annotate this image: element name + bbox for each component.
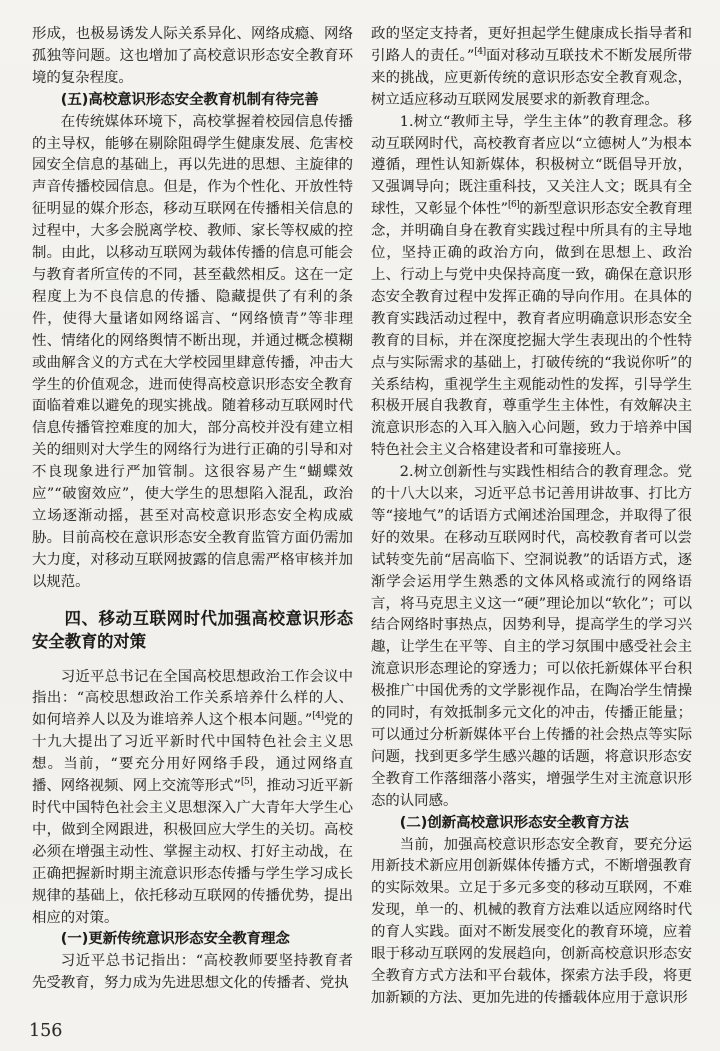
paragraph-text: 面对移动互联技术不断发展所带来的挑战，应更新传统的意识形态安全教育观念，树立适应移动互联网发展要求的新教育理念。 <box>371 47 692 108</box>
paragraph-text: 习近平总书记在全国高校思想政治工作会议中指出：“高校思想政治工作关系培养什么样的人、如何培养人以及为谁培养人这个根本问题。” <box>32 668 353 729</box>
section-heading-four: 四、移动互联网时代加强高校意识形态安全教育的对策 <box>32 608 353 652</box>
subsection-heading-five: (五)高校意识形态安全教育机制有待完善 <box>60 91 319 108</box>
paragraph-with-citation <box>371 112 692 463</box>
paragraph-with-citations <box>32 667 353 930</box>
paragraph: 在传统媒体环境下，高校掌握着校园信息传播的主导权，能够在剔除阻碍学生健康发展、危害校园安全信息的基础上，再以先进的思想、主旋律的声音传播校园信息。但是，作为个性化、开放性特征明显的媒介形态，移动互联网在传播相关信息的过程中，大多会脱离学校、教师、家长等权威的控制。由此，以移动互联网为载体传播的信息可能会与教育者所宣传的不同，甚至截然相反。这在一定程度上为不良信息的传播、隐藏提供了有利的条件，使得大量诸如网络谣言、“网络愤青”等非理性、情绪化的网络舆情不断出现，并通过概念模糊或曲解含义的方式在大学校园里肆意传播，冲击大学生的价值观念，进而使得高校意识形态安全教育面临着难以避免的现实挑战。随着移动互联网时代信息传播管控难度的加大，部分高校并没有建立相关的细则对大学生的网络行为进行正确的引导和对不良现象进行严加管制。这很容易产生“蝴蝶效应”“破窗效应”，使大学生的思想陷入混乱，政治立场逐渐动摇，甚至对高校意识形态安全构成威胁。目前高校在意识形态安全教育监管方面仍需加大力度，对移动互联网披露的信息需严格审核并加以规范。 <box>32 113 353 590</box>
paragraph-text: 党的十九大提出了习近平新时代中国特色社会主义思想。当前，“要充分用好网络手段，通过网络直播、网络视频、网上交流等形式” <box>32 712 353 795</box>
paragraph-continuation: 形成，也极易诱发人际关系异化、网络成瘾、网络孤独等问题。这也增加了高校意识形态安全教育环境的复杂程度。 <box>32 26 353 86</box>
paragraph: 当前，加强高校意识形态安全教育，要充分运用新技术新应用创新媒体传播方式，不断增强教育的实际效果。立足于多元多变的移动互联网，不难发现，单一的、机械的教育方法难以适应网络时代的育人实践。面对不断发展变化的教育环境，应着眼于移动互联网的发展趋向，创新高校意识形态安全教育方式方法和平台载体，探索方法手段，将更加新颖的方法、更加先进的传播载体应用于意识形 <box>371 836 692 1006</box>
paragraph-text: 的新型意识形态安全教育理念，并明确自身在教育实践过程中所具有的主导地位，坚持正确的政治方向，做到在思想上、政治上、行动上与党中央保持高度一致，确保在意识形态安全教育过程中发挥正确的导向作用。在具体的教育实践活动过程中，教育者应明确意识形态安全教育的目标，并在深度挖掘大学生表现出的个性特点与实际需求的基础上，打破传统的“我说你听”的关系结构，重视学生主观能动性的发挥，引导学生积极开展自我教育，尊重学生主体性，有效解决主流意识形态的入耳入脑入心问题，致力于培养中国特色社会主义合格建设者和可靠接班人。 <box>371 201 692 459</box>
paragraph-text: 政的坚定支持者，更好担起学生健康成长指导者和引路人的责任。” <box>371 26 692 64</box>
paragraph-continuation <box>371 24 692 112</box>
citation-ref-4: [4] <box>312 711 324 722</box>
left-column <box>32 24 353 1010</box>
subsection-heading-two: (二)创新高校意识形态安全教育方法 <box>399 814 629 831</box>
paragraph-text: ，推动习近平新时代中国特色社会主义思想深入广大青年大学生心中，做到全网跟进，积极回应大学生的关切。高校必须在增强主动性、掌握主动权、打好主动战，在正确把握新时期主流意识形态传播与学生学习成长规律的基础上，依托移动互联网的传播优势，提出相应的对策。 <box>32 778 353 926</box>
paragraph-text: 1.树立“教师主导，学生主体”的教育理念。移动互联网时代，高校教育者应以“立德树人”为根本遵循，理性认知新媒体，积极树立“既倡导开放，又强调导向；既注重科技，又关注人文；既具有全球性，又彰显个体性” <box>371 113 692 218</box>
subsection-heading-one: (一)更新传统意识形态安全教育理念 <box>60 931 290 948</box>
citation-ref-6: [6] <box>507 200 520 211</box>
citation-ref-5: [5] <box>240 777 253 788</box>
right-column <box>371 24 692 1010</box>
paragraph: 习近平总书记指出：“高校教师要坚持教育者先受教育，努力成为先进思想文化的传播者、党执 <box>32 953 353 992</box>
paragraph: 2.树立创新性与实践性相结合的教育理念。党的十八大以来，习近平总书记善用讲故事、打比方等“接地气”的话语方式阐述治国理念，并取得了很好的效果。在移动互联网时代，高校教育者可以尝试转变先前“居高临下、空洞说教”的话语方式，逐渐学会运用学生熟悉的文体风格或流行的网络语言，将马克思主义这一“硬”理论加以“软化”；可以结合网络时事热点，因势利导，提高学生的学习兴趣，让学生在平等、自主的学习氛围中感受社会主流意识形态理论的穿透力；可以依托新媒体平台积极推广中国优秀的文学影视作品，在陶冶学生情操的同时，有效抵制多元文化的冲击，传播正能量；可以通过分析新媒体平台上传播的社会热点等实际问题，找到更多学生感兴趣的话题，将意识形态安全教育工作落细落小落实，增强学生对主流意识形态的认同感。 <box>371 464 692 809</box>
citation-ref-4: [4] <box>474 47 486 58</box>
page-number: 156 <box>29 1021 63 1041</box>
